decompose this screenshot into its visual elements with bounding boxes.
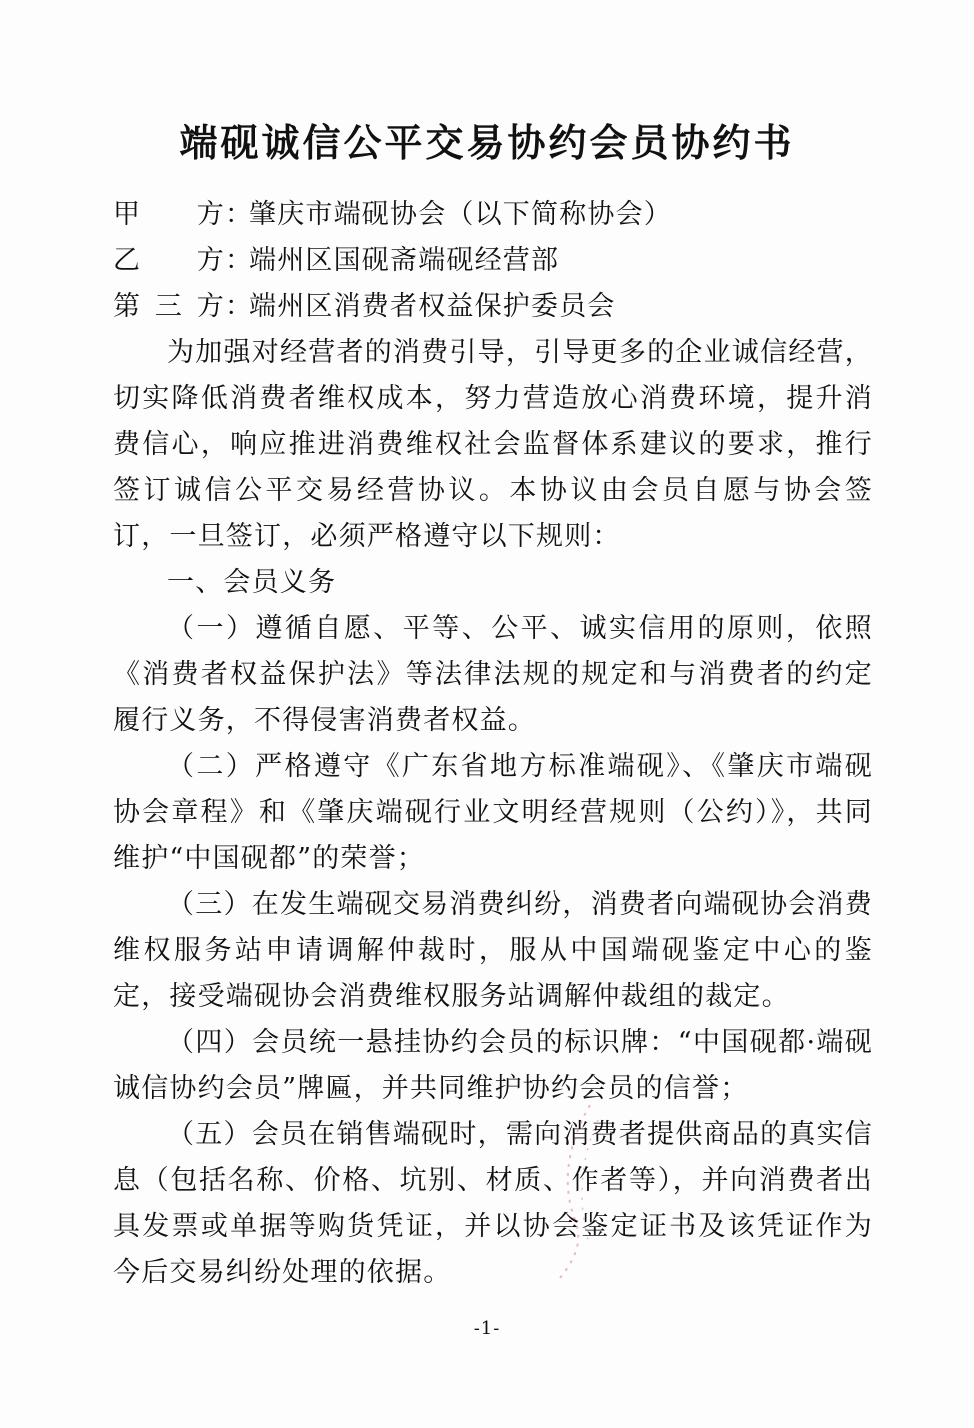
clause-paragraph: （一）遵循自愿、平等、公平、诚实信用的原则，依照《消费者权益保护法》等法律法规的规定和与消费者的约定履行义务，不得侵害消费者权益。 bbox=[113, 613, 873, 736]
party-label: 第三方 bbox=[113, 291, 225, 322]
party-value: 端州区国砚斋端砚经营部 bbox=[249, 245, 560, 276]
document-title: 端砚诚信公平交易协约会员协约书 bbox=[179, 120, 795, 165]
party-row-third bbox=[113, 284, 873, 330]
party-label: 甲方 bbox=[113, 199, 225, 230]
clause-paragraph: （五）会员在销售端砚时，需向消费者提供商品的真实信息（包括名称、价格、坑别、材质、作者等），并向消费者出具发票或单据等购货凭证，并以协会鉴定证书及该凭证作为今后交易纠纷处理的依据。 bbox=[113, 1119, 873, 1288]
party-row-b bbox=[113, 238, 873, 284]
party-row-a bbox=[113, 192, 873, 238]
clause-paragraph: （三）在发生端砚交易消费纠纷，消费者向端砚协会消费维权服务站申请调解仲裁时，服从中国端砚鉴定中心的鉴定，接受端砚协会消费维权服务站调解仲裁组的裁定。 bbox=[113, 889, 873, 1012]
party-colon: ： bbox=[225, 245, 254, 276]
party-colon: ： bbox=[225, 291, 254, 322]
party-value: 端州区消费者权益保护委员会 bbox=[249, 291, 616, 322]
party-value: 肇庆市端砚协会（以下简称协会） bbox=[249, 199, 672, 230]
intro-paragraph: 为加强对经营者的消费引导，引导更多的企业诚信经营，切实降低消费者维权成本，努力营造放心消费环境，提升消费信心，响应推进消费维权社会监督体系建议的要求，推行签订诚信公平交易经营协议。本协议由会员自愿与协会签订，一旦签订，必须严格遵守以下规则： bbox=[113, 337, 873, 552]
clause-paragraph: （四）会员统一悬挂协约会员的标识牌：“中国砚都·端砚诚信协约会员”牌匾，并共同维护协约会员的信誉； bbox=[113, 1027, 873, 1104]
section-heading: 一、会员义务 bbox=[167, 567, 337, 598]
party-label: 乙方 bbox=[113, 245, 225, 276]
clause-paragraph: （二）严格遵守《广东省地方标准端砚》、《肇庆市端砚协会章程》和《肇庆端砚行业文明经营规则（公约）》，共同维护“中国砚都”的荣誉； bbox=[113, 751, 873, 874]
party-colon: ： bbox=[225, 199, 254, 230]
page-number: -1- bbox=[473, 1318, 501, 1339]
document-body bbox=[113, 192, 873, 1296]
